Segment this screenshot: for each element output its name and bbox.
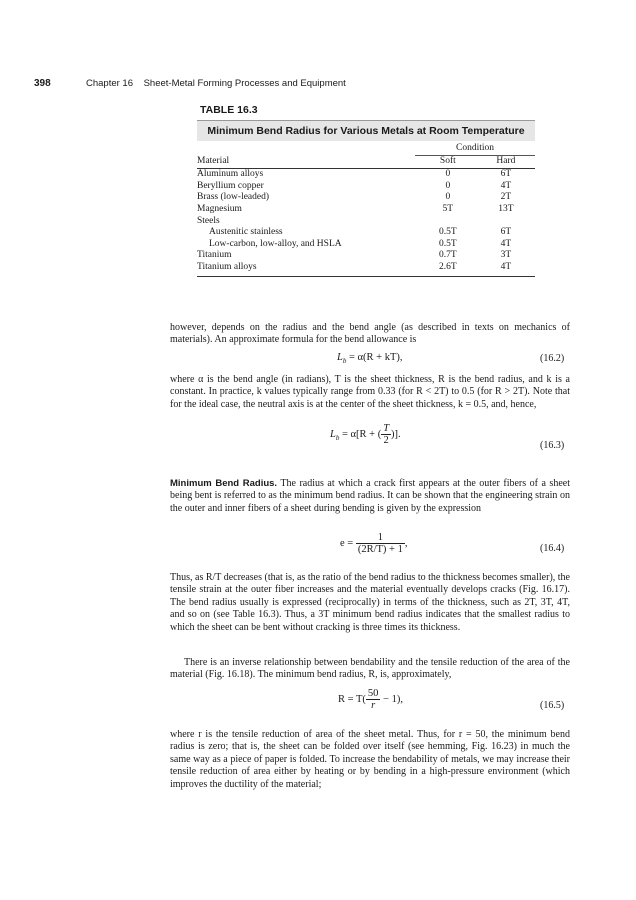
table-row: Low-carbon, low-alloy, and HSLA 0.5T 4T — [209, 238, 512, 249]
paragraph-tensile-reduction: where r is the tensile reduction of area of the sheet metal. Thus, for r = 50, the minimum bend radius is zero; that is, the sheet can be folded over itself (see hemming, Fig. 16.23) in much the same way as a piece of paper is folded. To increase the bendability of metals, we may increase their tensile reduction of area either by heating or by bending in a high-pressure environment (which improves the ductility of the material; — [170, 729, 570, 790]
equation-16-3: $L_b = \alpha[R$ + ( $\frac{T}{2}$ )]. — [330, 423, 401, 446]
table-row: Austenitic stainless 0.5T 6T — [209, 227, 512, 238]
paragraph-min-bend-radius: Minimum Bend Radius. The radius at which a crack first appears at the outer fibers of a sheet being bent is referred to as the minimum bend radius. It can be shown that the engineering strain on the outer and inner fibers of a sheet during bending is given by the expression — [170, 478, 570, 514]
paragraph-k-values: where α is the bend angle (in radians), T is the sheet thickness, R is the bend radius, and k is a constant. In practice, k values typically range from 0.33 (for R < 2T) to 0.5 (for R > 2T). Note that for the ideal case, the neutral axis is at the center of the sheet thickness, k = 0.5, and, hence, — [170, 374, 570, 410]
table-row: Beryllium copper 0 4T — [197, 180, 512, 191]
table-header-row — [197, 156, 535, 169]
section-heading: Minimum Bend Radius. — [170, 478, 278, 489]
equation-number: (16.3) — [540, 440, 565, 451]
table-caption: Minimum Bend Radius for Various Metals at Room Temperature — [197, 120, 535, 141]
bend-radius-table — [197, 141, 535, 277]
table-condition-row — [197, 141, 535, 155]
condition-label: Condition — [455, 143, 494, 153]
table-label: TABLE 16.3 — [200, 104, 258, 116]
table-row: Steels — [197, 215, 220, 226]
chapter-number: Chapter 16 — [86, 78, 134, 89]
paragraph-bendability: There is an inverse relationship between bendability and the tensile reduction of the area of the material (Fig. 16.18). The minimum bend radius, R, is, approximately, — [170, 657, 570, 681]
paragraph-strain: Thus, as R/T decreases (that is, as the ratio of the bend radius to the thickness becomes smaller), the tensile strain at the outer fiber increases and the material eventually develops cracks (Fig. 16.17). The bend radius usually is expressed (reciprocally) in terms of the thickness, such as 2T, 3T, 4T, and so on (see Table 16.3). Thus, a 3T minimum bend radius indicates that the smallest radius to which the sheet can be bent without cracking is three times its thickness. — [170, 572, 570, 633]
table-row: Magnesium 5T 13T — [197, 203, 514, 214]
col-material: Material — [197, 156, 419, 169]
equation-16-4: e = $\frac{1}{(2R/T) + 1}$ , — [340, 532, 408, 555]
equation-number: (16.4) — [540, 543, 565, 554]
paragraph-bend-allowance: however, depends on the radius and the bend angle (as described in texts on mechanics of materials). An approximate formula for the bend allowance is — [170, 322, 570, 346]
col-hard: Hard — [477, 156, 535, 169]
table-row: Titanium alloys 2.6T 4T — [197, 262, 535, 276]
chapter-title: Sheet-Metal Forming Processes and Equipment — [143, 78, 346, 89]
table-row: Brass (low-leaded) 0 2T — [197, 192, 512, 203]
page-number: 398 — [34, 78, 51, 89]
table-row: Titanium 0.7T 3T — [197, 250, 512, 261]
col-soft: Soft — [419, 156, 477, 169]
page-header — [34, 78, 604, 89]
equation-number: (16.2) — [540, 353, 565, 364]
chapter-heading — [86, 78, 346, 89]
equation-16-5: R = T( $\frac{50}{r}$ − 1), — [338, 688, 403, 711]
table-row: Aluminum alloys 0 6T — [197, 169, 512, 180]
equation-number: (16.5) — [540, 700, 565, 711]
equation-16-2: $L_b = \alpha(R + kT)$, — [337, 352, 403, 366]
